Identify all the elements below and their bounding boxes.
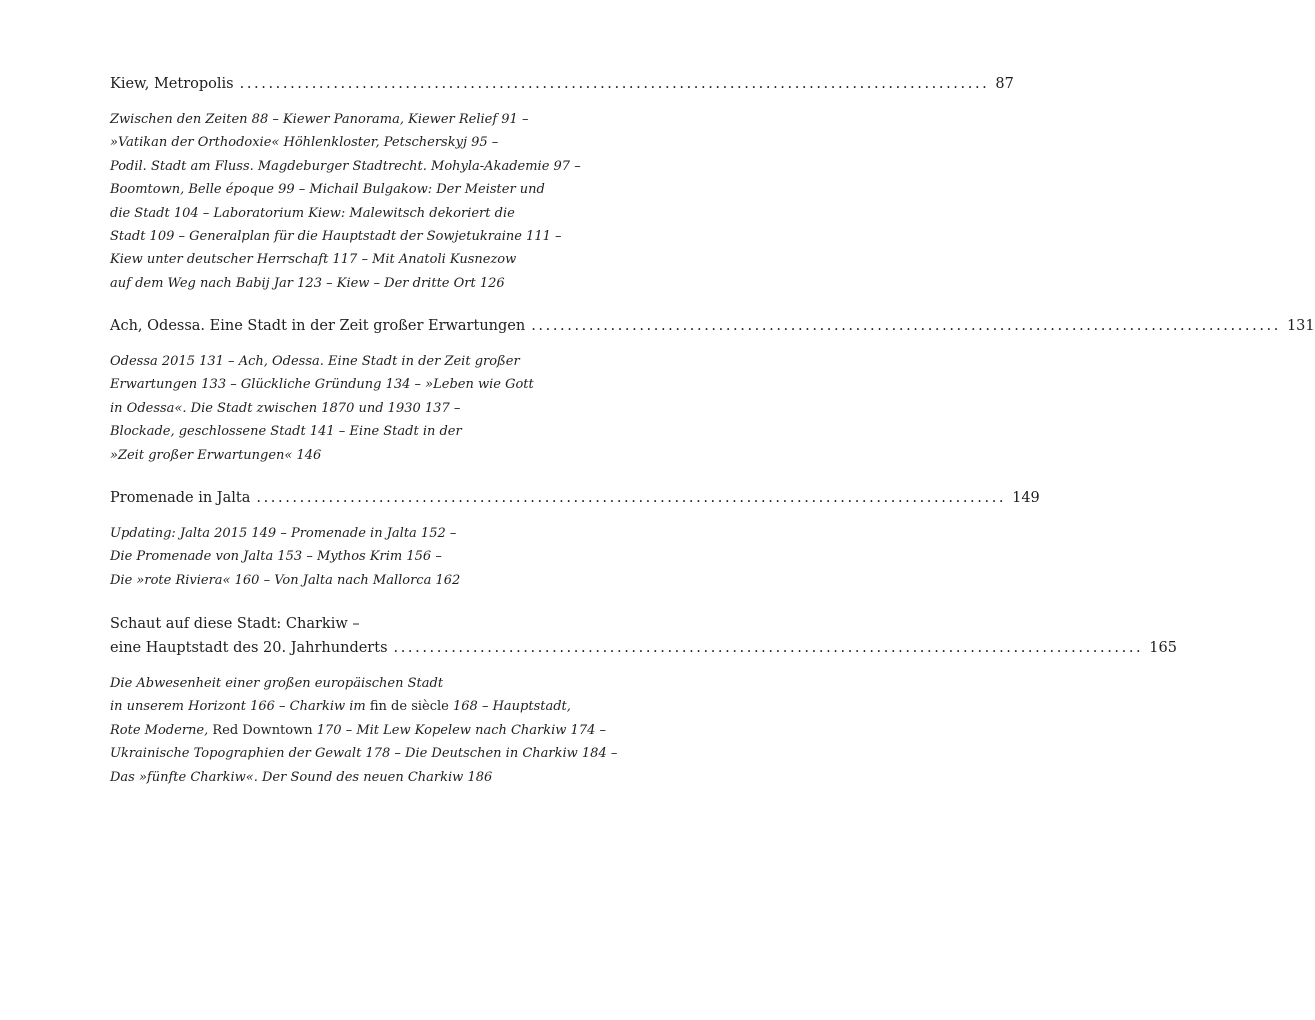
toc-entry-charkiw	[110, 612, 1177, 789]
dot-leader: ........................................................................................................	[256, 490, 1007, 506]
chapter-page-number: 149	[1012, 490, 1040, 506]
toc-heading	[110, 72, 1014, 96]
subsection-line: Boomtown, Belle époque 99 – Michail Bulgakow: Der Meister und	[110, 182, 545, 198]
subsection-line: »Vatikan der Orthodoxie« Höhlenkloster, Petscherskyj 95 –	[110, 135, 499, 151]
chapter-title: Promenade in Jalta	[110, 490, 251, 506]
subsection-line-mixed	[110, 695, 592, 718]
dot-leader: ........................................................................................................	[239, 76, 990, 92]
subsection-line: in Odessa«. Die Stadt zwischen 1870 und 1930 137 –	[110, 400, 461, 416]
chapter-title: eine Hauptstadt des 20. Jahrhunderts	[110, 640, 388, 656]
subsection-list	[110, 522, 592, 592]
subsection-text: 168 – Hauptstadt,	[453, 699, 571, 715]
subsection-line: Stadt 109 – Generalplan für die Hauptstadt der Sowjetukraine 111 –	[110, 229, 562, 245]
toc-entry-kiew	[110, 72, 1014, 295]
subsection-text: 170 – Mit Lew Kopelew nach Charkiw 174 –	[316, 722, 607, 738]
subsection-line: Zwischen den Zeiten 88 – Kiewer Panorama, Kiewer Relief 91 –	[110, 112, 529, 127]
chapter-title: Ach, Odessa. Eine Stadt in der Zeit großer Erwartungen	[110, 318, 526, 334]
subsection-text: Rote Moderne,	[110, 722, 209, 738]
toc-heading	[110, 486, 1040, 510]
roman-phrase: Red Downtown	[212, 722, 313, 738]
subsection-line: Podil. Stadt am Fluss. Magdeburger Stadtrecht. Mohyla-Akademie 97 –	[110, 158, 581, 174]
subsection-line: Odessa 2015 131 – Ach, Odessa. Eine Stadt in der Zeit großer	[110, 354, 520, 369]
toc-heading	[110, 636, 1177, 660]
chapter-page-number: 131	[1286, 318, 1315, 334]
toc-entry-jalta	[110, 486, 1040, 592]
subsection-text: in unserem Horizont 166 – Charkiw im	[110, 699, 366, 715]
subsection-line: Die Promenade von Jalta 153 – Mythos Krim 156 –	[110, 549, 442, 565]
dot-leader: ........................................................................................................	[531, 318, 1281, 334]
subsection-line: Ukrainische Topographien der Gewalt 178 – Die Deutschen in Charkiw 184 –	[110, 746, 618, 762]
roman-phrase: fin de siècle	[369, 699, 449, 715]
subsection-line: Erwartungen 133 – Glückliche Gründung 134 – »Leben wie Gott	[110, 377, 534, 393]
chapter-title-line1: Schaut auf diese Stadt: Charkiw –	[110, 616, 360, 632]
dot-leader: ........................................................................................................	[393, 640, 1144, 656]
subsection-line: Kiew unter deutscher Herrschaft 117 – Mit Anatoli Kusnezow	[110, 252, 517, 268]
chapter-page-number: 165	[1149, 640, 1177, 656]
subsection-line-mixed	[110, 719, 607, 742]
chapter-title: Kiew, Metropolis	[110, 76, 234, 92]
toc-entry-odessa	[110, 314, 1315, 467]
subsection-line: Updating: Jalta 2015 149 – Promenade in Jalta 152 –	[110, 526, 457, 541]
toc-heading	[110, 314, 1315, 338]
subsection-line: Die »rote Riviera« 160 – Von Jalta nach Mallorca 162	[110, 572, 461, 588]
subsection-line: Die Abwesenheit einer großen europäischen Stadt	[110, 676, 444, 691]
subsection-line: Das »fünfte Charkiw«. Der Sound des neuen Charkiw 186	[110, 769, 493, 785]
subsection-line: »Zeit großer Erwartungen« 146	[110, 447, 322, 463]
subsection-list	[110, 350, 592, 467]
subsection-line: auf dem Weg nach Babij Jar 123 – Kiew – Der dritte Ort 126	[110, 275, 505, 291]
chapter-page-number: 87	[995, 76, 1014, 92]
subsection-line: Blockade, geschlossene Stadt 141 – Eine Stadt in der	[110, 424, 462, 440]
subsection-line: die Stadt 104 – Laboratorium Kiew: Malewitsch dekoriert die	[110, 205, 515, 221]
subsection-list	[110, 108, 592, 295]
subsection-list	[110, 672, 618, 789]
